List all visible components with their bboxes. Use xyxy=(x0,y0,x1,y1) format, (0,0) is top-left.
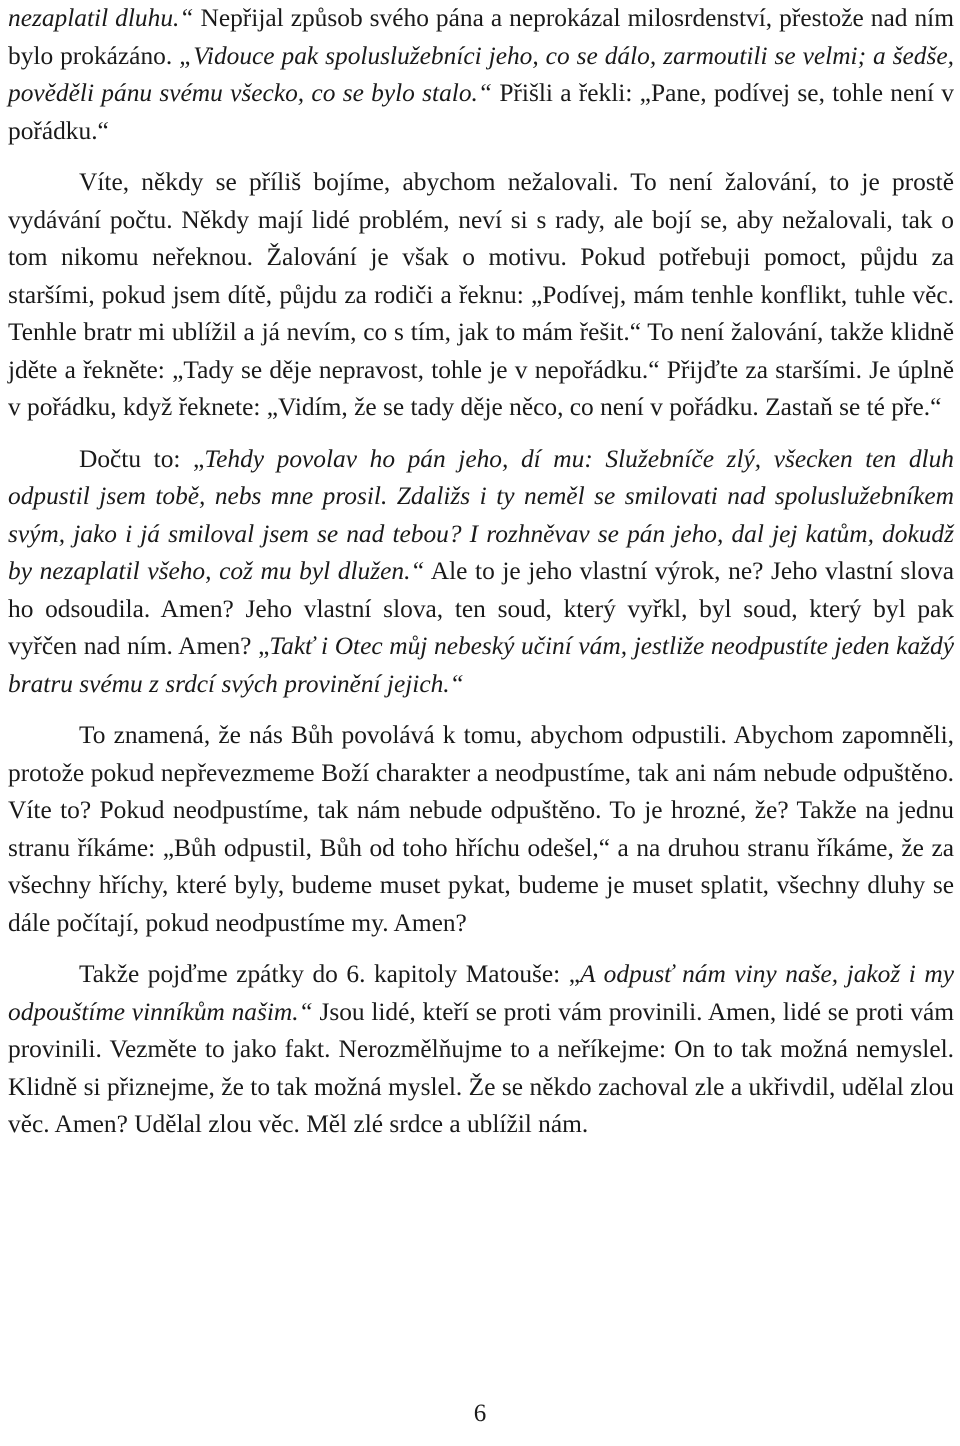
body-text: Přišli a řekli: „Pane, podívej se, tohle není v pořádku.“ xyxy=(8,79,954,145)
document-body xyxy=(8,0,954,1158)
paragraph-4 xyxy=(8,717,954,942)
body-text: Dočtu to: „ xyxy=(79,444,205,473)
quote-text: nezaplatil dluhu.“ xyxy=(8,4,194,32)
body-text: Jsou lidé, kteří se proti vám provinili. Amen, lidé se proti vám provinili. Vezměte to jako fakt. Nerozmělňujme to a neříkejme: On to tak možná nemyslel. Klidně si přiznejme, že to tak možná myslel. Že se někdo zachoval zle a ukřivdil, udělal zlou věc. Amen? Udělal zlou věc. Měl zlé srdce a ublížil nám. xyxy=(8,997,954,1138)
paragraph-2 xyxy=(8,164,954,427)
body-text: Ale to je jeho vlastní výrok, ne? Jeho vlastní slova ho odsoudila. Amen? Jeho vlastní slova, ten soud, který vyřkl, byl soud, který byl pak vyřčen nad ním. Amen? „ xyxy=(8,557,955,660)
quote-text: A odpusť nám viny naše, jakož i my odpouštíme vinníkům našim.“ xyxy=(8,960,954,1026)
paragraph-3 xyxy=(8,441,954,704)
quote-text: „Vidouce pak spoluslužebníci jeho, co se dálo, zarmoutili se velmi; a šedše, pověděli pánu svému všecko, co se bylo stalo.“ xyxy=(8,41,954,107)
body-text: Víte, někdy se příliš bojíme, abychom nežalovali. To není žalování, to je prostě vydávání počtu. Někdy mají lidé problém, neví si s rady, ale bojí se, aby nežalovali, tak o tom nikomu neřeknou. Žalování je však o motivu. Pokud potřebuji pomoct, půjdu za staršími, pokud jsem dítě, půjdu za rodiči a řeknu: „Podívej, mám tenhle konflikt, tuhle věc. Tenhle bratr mi ublížil a já nevím, co s tím, jak to mám řešit.“ To není žalování, takže klidně jděte a řekněte: „Tady se děje nepravost, tohle je v nepořádku.“ Přijďte za staršími. Je úplně v pořádku, když řeknete: „Vidím, že se tady děje něco, co není v pořádku. Zastaň se té pře.“ xyxy=(8,168,954,421)
paragraph-1 xyxy=(8,0,954,150)
body-text: To znamená, že nás Bůh povolává k tomu, abychom odpustili. Abychom zapomněli, protože pokud nepřevezmeme Boží charakter a neodpustíme, tak ani nám nebude odpuštěno. Víte to? Pokud neodpustíme, tak nám nebude odpuštěno. To je hrozné, že? Takže na jednu stranu říkáme: „Bůh odpustil, Bůh od toho hříchu odešel,“ a na druhou stranu říkáme, že za všechny hříchy, které byly, budeme muset pykat, budeme je muset splatit, všechny dluhy se dále počítají, pokud neodpustíme my. Amen? xyxy=(8,721,954,937)
body-text: Takže pojďme zpátky do 6. kapitoly Matouše: „ xyxy=(79,960,581,988)
quote-text: Takť i Otec můj nebeský učiní vám, jestliže neodpustíte jeden každý bratru svému z srdcí svých provinění jejich.“ xyxy=(8,632,954,698)
paragraph-5 xyxy=(8,956,954,1144)
body-text: Nepřijal způsob svého pána a neprokázal milosrdenství, přestože nad ním bylo prokázáno. xyxy=(8,4,954,70)
page-number: 6 xyxy=(473,1400,487,1427)
quote-text: Tehdy povolav ho pán jeho, dí mu: Služebníče zlý, všecken ten dluh odpustil jsem tobě, nebs mne prosil. Zdaližs i ty neměl se smilovati nad spoluslužebníkem svým, jako i já smiloval jsem se nad tebou? I rozhněvav se pán jeho, dal jej katům, dokudž by nezaplatil všeho, což mu byl dlužen.“ xyxy=(8,444,954,585)
